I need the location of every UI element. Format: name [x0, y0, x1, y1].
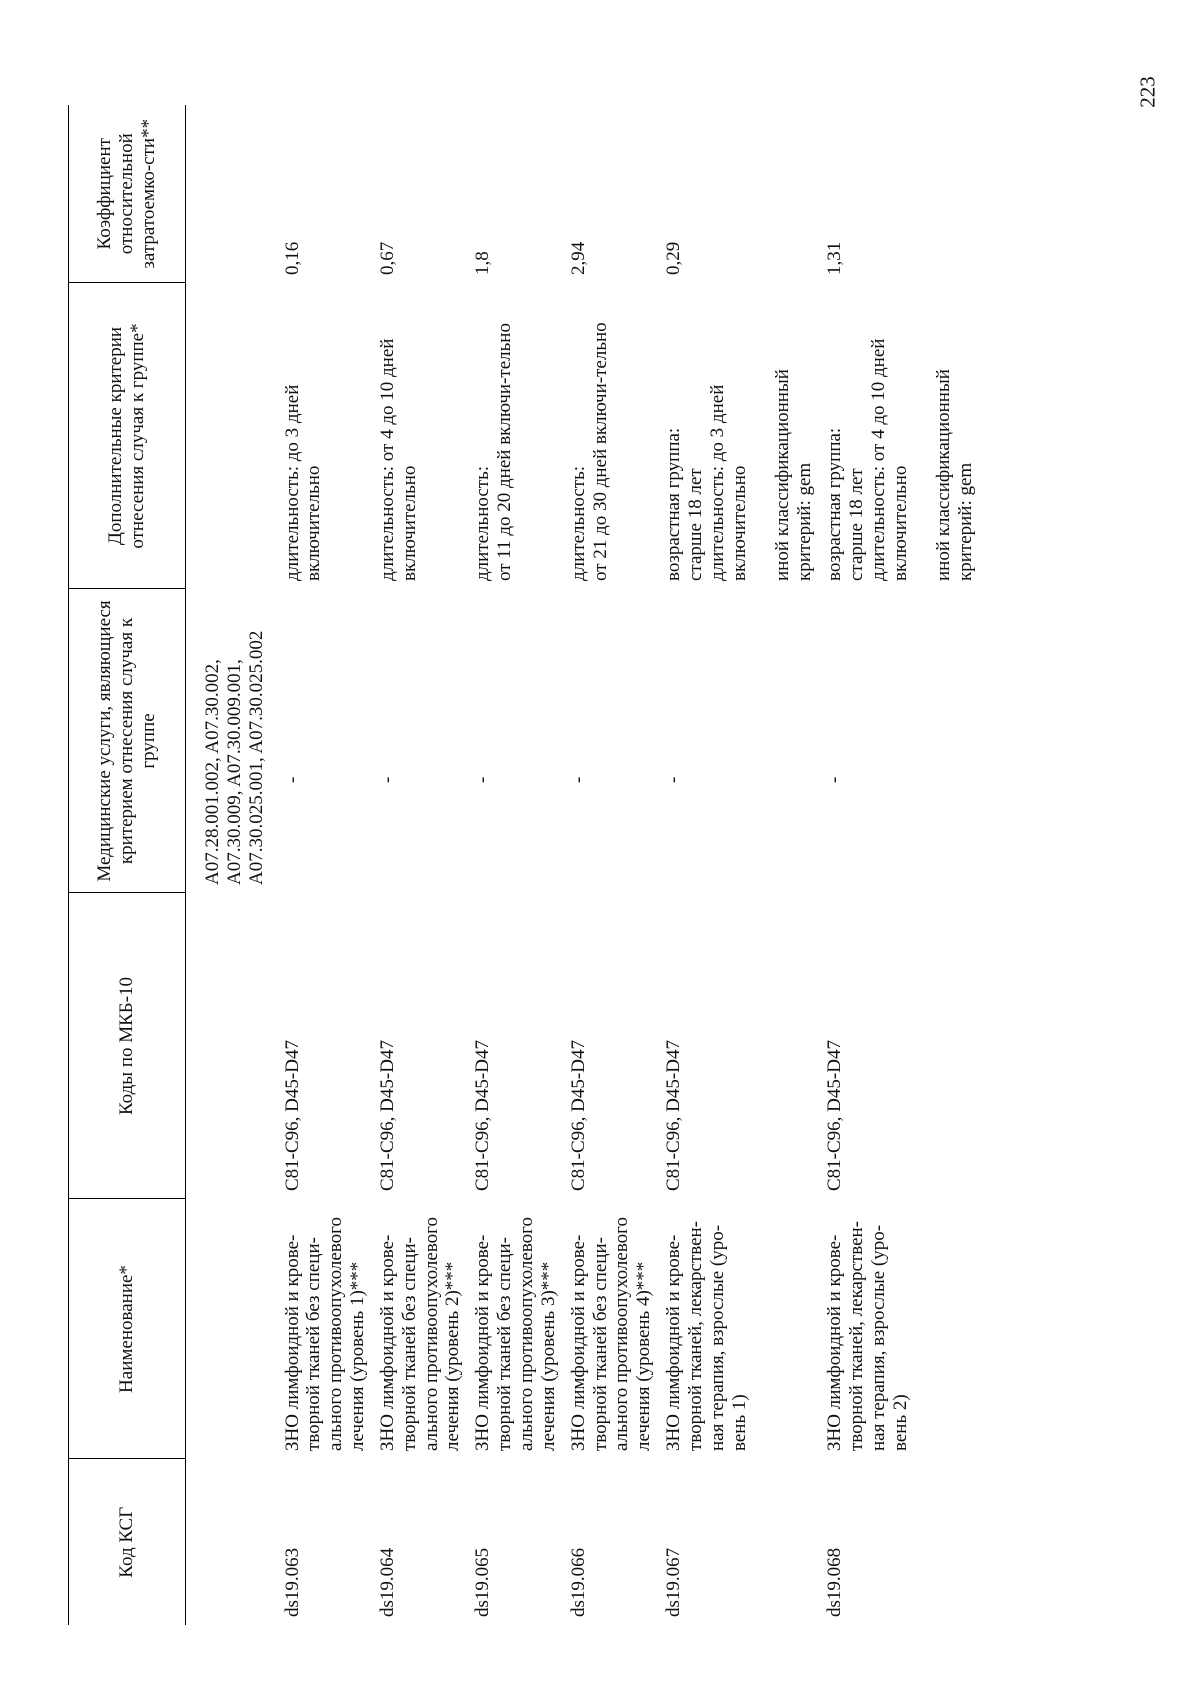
ksg-code-cell: ds19.063: [281, 1547, 303, 1617]
coefficient-cell: 1,8: [472, 251, 494, 275]
name-cell: ЗНО лимфоидной и крове-творной тканей без специ-ального противоопухолевого лечения (уровень 2)***: [376, 1217, 464, 1451]
services-cell: -: [663, 776, 685, 783]
services-cell: -: [567, 776, 589, 783]
table-row: [377, 105, 472, 1625]
criteria-cell: [824, 283, 985, 589]
header-additional-criteria: Дополнительные критерии отнесения случая к группе*: [69, 283, 186, 589]
table-header-row: [69, 105, 186, 1625]
header-cost-coefficient: Коэффициент относительной затратоемко-сти**: [69, 105, 186, 283]
ksg-code-cell: ds19.065: [472, 1547, 494, 1617]
coefficient-cell: 1,31: [824, 241, 846, 275]
table-cell: [186, 1459, 282, 1625]
criteria-line: возрастная группа:: [824, 427, 846, 581]
ksg-code-cell: ds19.064: [376, 1547, 398, 1617]
name-cell: ЗНО лимфоидной и крове-творной тканей без специ-ального противоопухолевого лечения (уровень 3)***: [472, 1217, 559, 1451]
coefficient-cell: 0,16: [281, 241, 303, 275]
criteria-line: длительность: от 4 до 10 дней включительно: [376, 338, 420, 581]
services-continuation-row: [186, 105, 282, 1625]
icd-codes-cell: C81-C96, D45-D47: [824, 1040, 846, 1191]
ksg-code-cell: ds19.067: [663, 1547, 685, 1617]
criteria-line: длительность:: [567, 465, 589, 581]
ksg-code-cell: ds19.066: [567, 1547, 589, 1617]
ksg-table: [68, 105, 985, 1625]
header-medical-services: Медицинские услуги, являющиеся критерием отнесения случая к группе: [69, 589, 186, 893]
criteria-line: длительность:: [472, 465, 494, 581]
criteria-cell: [663, 283, 824, 589]
table-cell: [186, 283, 282, 589]
criteria-line: старше 18 лет: [845, 468, 867, 581]
table-row: [568, 105, 663, 1625]
header-name: Наименование*: [69, 1199, 186, 1459]
criteria-cell: [472, 283, 567, 589]
ksg-code-cell: ds19.068: [824, 1547, 846, 1617]
criteria-line: длительность: до 3 дней включительно: [281, 384, 325, 581]
coefficient-cell: 0,29: [663, 241, 685, 275]
icd-codes-cell: C81-C96, D45-D47: [472, 1040, 494, 1191]
header-icd-codes: Коды по МКБ-10: [69, 893, 186, 1199]
criteria-cell: [282, 283, 377, 589]
page-number: 223: [1135, 76, 1160, 108]
icd-codes-cell: C81-C96, D45-D47: [376, 1040, 398, 1191]
criteria-line: длительность: от 4 до 10 дней включительно: [867, 338, 911, 581]
criteria-line: от 21 до 30 дней включи-тельно: [589, 322, 611, 581]
services-cell: -: [824, 776, 846, 783]
table-cell: [186, 893, 282, 1199]
name-cell: ЗНО лимфоидной и крове-творной тканей без специ-ального противоопухолевого лечения (уровень 4)***: [567, 1217, 655, 1451]
icd-codes-cell: C81-C96, D45-D47: [567, 1040, 589, 1191]
table-row: [663, 105, 824, 1625]
services-cell: -: [376, 776, 398, 783]
services-cell: A07.28.001.002, A07.30.002, A07.30.009, A07.30.009.001, A07.30.025.001, A07.30.025.002: [202, 630, 267, 885]
table-cell: [186, 105, 282, 283]
criteria-line: старше 18 лет: [684, 468, 706, 581]
icd-codes-cell: C81-C96, D45-D47: [663, 1040, 685, 1191]
criteria-cell: [377, 283, 472, 589]
criteria-line: от 11 до 20 дней включи-тельно: [494, 323, 516, 581]
criteria-line: иной классификационный критерий: gem: [933, 369, 977, 581]
icd-codes-cell: C81-C96, D45-D47: [281, 1040, 303, 1191]
criteria-line: возрастная группа:: [663, 427, 685, 581]
services-cell: -: [472, 776, 494, 783]
name-cell: ЗНО лимфоидной и крове-творной тканей, лекарствен-ная терапия, взрослые (уро-вень 1): [663, 1221, 750, 1451]
name-cell: ЗНО лимфоидной и крове-творной тканей, лекарствен-ная терапия, взрослые (уро-вень 2): [824, 1221, 911, 1451]
table-row: [472, 105, 567, 1625]
table-row: [282, 105, 377, 1625]
table-row: [824, 105, 985, 1625]
criteria-line: иной классификационный критерий: gem: [772, 369, 816, 581]
services-cell: -: [281, 776, 303, 783]
header-ksg-code: Код КСГ: [69, 1459, 186, 1625]
criteria-cell: [568, 283, 663, 589]
criteria-line: длительность: до 3 дней включительно: [706, 384, 750, 581]
coefficient-cell: 2,94: [567, 241, 589, 275]
table-cell: [186, 1199, 282, 1459]
rotated-page-content: [0, 97, 1200, 1697]
name-cell: ЗНО лимфоидной и крове-творной тканей без специ-ального противоопухолевого лечения (уровень 1)***: [281, 1217, 369, 1451]
coefficient-cell: 0,67: [376, 241, 398, 275]
